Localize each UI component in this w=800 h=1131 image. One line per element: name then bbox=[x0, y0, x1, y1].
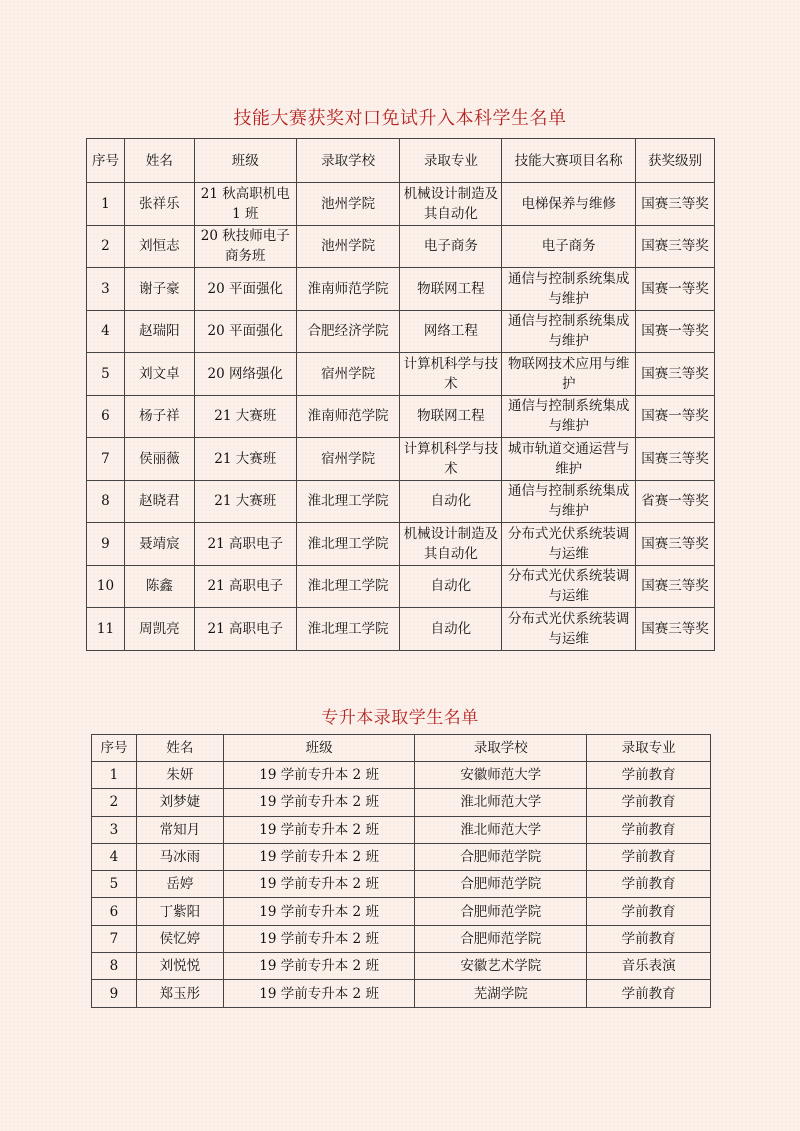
cell-school: 淮南师范学院 bbox=[296, 268, 400, 311]
cell-school: 宿州学院 bbox=[296, 353, 400, 396]
cell-name: 刘恒志 bbox=[124, 225, 194, 268]
table-header-row bbox=[87, 139, 715, 183]
cell-name: 侯丽薇 bbox=[124, 438, 194, 481]
table-row bbox=[87, 353, 715, 396]
cell-school: 淮北理工学院 bbox=[296, 523, 400, 566]
header-no: 序号 bbox=[87, 139, 125, 183]
cell-school: 合肥师范学院 bbox=[415, 843, 587, 870]
cell-school: 淮北理工学院 bbox=[296, 608, 400, 651]
cell-project: 物联网技术应用与维护 bbox=[502, 353, 636, 396]
cell-school: 合肥师范学院 bbox=[415, 871, 587, 898]
table-row bbox=[87, 225, 715, 268]
cell-school: 合肥师范学院 bbox=[415, 898, 587, 925]
cell-award: 国赛一等奖 bbox=[636, 395, 715, 438]
cell-major: 计算机科学与技术 bbox=[400, 438, 502, 481]
cell-no: 5 bbox=[92, 871, 137, 898]
cell-project: 分布式光伏系统装调与运维 bbox=[502, 608, 636, 651]
cell-project: 通信与控制系统集成与维护 bbox=[502, 268, 636, 311]
header-class: 班级 bbox=[223, 735, 415, 762]
cell-award: 国赛三等奖 bbox=[636, 523, 715, 566]
table-row bbox=[87, 565, 715, 608]
cell-major: 自动化 bbox=[400, 608, 502, 651]
cell-school: 淮北师范大学 bbox=[415, 816, 587, 843]
cell-major: 自动化 bbox=[400, 565, 502, 608]
cell-school: 宿州学院 bbox=[296, 438, 400, 481]
cell-no: 1 bbox=[87, 183, 125, 226]
cell-major: 电子商务 bbox=[400, 225, 502, 268]
table-row bbox=[87, 608, 715, 651]
cell-class: 19 学前专升本 2 班 bbox=[223, 789, 415, 816]
upgrade-list-title: 专升本录取学生名单 bbox=[321, 708, 479, 728]
cell-major: 自动化 bbox=[400, 480, 502, 523]
cell-no: 6 bbox=[87, 395, 125, 438]
header-major: 录取专业 bbox=[587, 735, 711, 762]
cell-award: 国赛三等奖 bbox=[636, 183, 715, 226]
cell-award: 国赛三等奖 bbox=[636, 438, 715, 481]
cell-no: 3 bbox=[92, 816, 137, 843]
cell-class: 19 学前专升本 2 班 bbox=[223, 816, 415, 843]
table-row bbox=[87, 480, 715, 523]
cell-award: 省赛一等奖 bbox=[636, 480, 715, 523]
cell-name: 周凯亮 bbox=[124, 608, 194, 651]
cell-award: 国赛三等奖 bbox=[636, 353, 715, 396]
cell-class: 19 学前专升本 2 班 bbox=[223, 843, 415, 870]
cell-school: 安徽师范大学 bbox=[415, 762, 587, 789]
header-major: 录取专业 bbox=[400, 139, 502, 183]
cell-school: 池州学院 bbox=[296, 225, 400, 268]
cell-name: 郑玉彤 bbox=[136, 980, 223, 1007]
cell-no: 11 bbox=[87, 608, 125, 651]
cell-no: 4 bbox=[87, 310, 125, 353]
cell-name: 陈鑫 bbox=[124, 565, 194, 608]
cell-name: 聂靖宸 bbox=[124, 523, 194, 566]
header-class: 班级 bbox=[194, 139, 296, 183]
table-row bbox=[92, 762, 711, 789]
table-row bbox=[87, 310, 715, 353]
cell-no: 2 bbox=[87, 225, 125, 268]
table-row bbox=[92, 953, 711, 980]
cell-no: 7 bbox=[87, 438, 125, 481]
cell-class: 19 学前专升本 2 班 bbox=[223, 762, 415, 789]
cell-major: 学前教育 bbox=[587, 925, 711, 952]
cell-no: 5 bbox=[87, 353, 125, 396]
cell-award: 国赛一等奖 bbox=[636, 268, 715, 311]
cell-major: 物联网工程 bbox=[400, 395, 502, 438]
cell-project: 电梯保养与维修 bbox=[502, 183, 636, 226]
cell-major: 机械设计制造及其自动化 bbox=[400, 183, 502, 226]
cell-name: 岳婷 bbox=[136, 871, 223, 898]
cell-no: 9 bbox=[92, 980, 137, 1007]
cell-no: 8 bbox=[92, 953, 137, 980]
cell-project: 电子商务 bbox=[502, 225, 636, 268]
cell-name: 朱妍 bbox=[136, 762, 223, 789]
header-name: 姓名 bbox=[136, 735, 223, 762]
cell-school: 淮北师范大学 bbox=[415, 789, 587, 816]
cell-no: 3 bbox=[87, 268, 125, 311]
cell-name: 赵晓君 bbox=[124, 480, 194, 523]
cell-project: 分布式光伏系统装调与运维 bbox=[502, 523, 636, 566]
cell-award: 国赛三等奖 bbox=[636, 608, 715, 651]
cell-class: 19 学前专升本 2 班 bbox=[223, 953, 415, 980]
cell-project: 通信与控制系统集成与维护 bbox=[502, 395, 636, 438]
table-row bbox=[92, 871, 711, 898]
cell-major: 学前教育 bbox=[587, 898, 711, 925]
cell-class: 19 学前专升本 2 班 bbox=[223, 925, 415, 952]
cell-no: 7 bbox=[92, 925, 137, 952]
cell-name: 刘文卓 bbox=[124, 353, 194, 396]
cell-no: 9 bbox=[87, 523, 125, 566]
cell-major: 网络工程 bbox=[400, 310, 502, 353]
cell-project: 通信与控制系统集成与维护 bbox=[502, 480, 636, 523]
header-no: 序号 bbox=[92, 735, 137, 762]
cell-school: 淮北理工学院 bbox=[296, 480, 400, 523]
header-project: 技能大赛项目名称 bbox=[502, 139, 636, 183]
cell-award: 国赛一等奖 bbox=[636, 310, 715, 353]
table-row bbox=[92, 843, 711, 870]
cell-major: 音乐表演 bbox=[587, 953, 711, 980]
competition-admission-table bbox=[86, 138, 715, 651]
cell-class: 21 秋高职机电 1 班 bbox=[194, 183, 296, 226]
table-row bbox=[87, 183, 715, 226]
cell-no: 6 bbox=[92, 898, 137, 925]
cell-school: 淮南师范学院 bbox=[296, 395, 400, 438]
cell-major: 机械设计制造及其自动化 bbox=[400, 523, 502, 566]
table-row bbox=[87, 395, 715, 438]
cell-name: 侯忆婷 bbox=[136, 925, 223, 952]
cell-project: 通信与控制系统集成与维护 bbox=[502, 310, 636, 353]
cell-name: 张祥乐 bbox=[124, 183, 194, 226]
cell-major: 学前教育 bbox=[587, 843, 711, 870]
cell-name: 常知月 bbox=[136, 816, 223, 843]
cell-class: 21 大赛班 bbox=[194, 438, 296, 481]
cell-class: 21 高职电子 bbox=[194, 523, 296, 566]
cell-class: 19 学前专升本 2 班 bbox=[223, 980, 415, 1007]
cell-school: 合肥师范学院 bbox=[415, 925, 587, 952]
cell-no: 10 bbox=[87, 565, 125, 608]
cell-major: 计算机科学与技术 bbox=[400, 353, 502, 396]
cell-school: 合肥经济学院 bbox=[296, 310, 400, 353]
table-row bbox=[87, 523, 715, 566]
table-row bbox=[87, 268, 715, 311]
cell-project: 分布式光伏系统装调与运维 bbox=[502, 565, 636, 608]
table-row bbox=[87, 438, 715, 481]
cell-major: 学前教育 bbox=[587, 980, 711, 1007]
table-row bbox=[92, 925, 711, 952]
cell-name: 丁紫阳 bbox=[136, 898, 223, 925]
cell-class: 19 学前专升本 2 班 bbox=[223, 871, 415, 898]
cell-name: 谢子豪 bbox=[124, 268, 194, 311]
table-row bbox=[92, 816, 711, 843]
cell-major: 学前教育 bbox=[587, 816, 711, 843]
header-school: 录取学校 bbox=[296, 139, 400, 183]
header-name: 姓名 bbox=[124, 139, 194, 183]
cell-class: 20 网络强化 bbox=[194, 353, 296, 396]
cell-name: 刘悦悦 bbox=[136, 953, 223, 980]
cell-class: 20 平面强化 bbox=[194, 310, 296, 353]
cell-name: 杨子祥 bbox=[124, 395, 194, 438]
cell-no: 8 bbox=[87, 480, 125, 523]
table-row bbox=[92, 898, 711, 925]
cell-school: 安徽艺术学院 bbox=[415, 953, 587, 980]
cell-major: 学前教育 bbox=[587, 871, 711, 898]
cell-class: 20 秋技师电子商务班 bbox=[194, 225, 296, 268]
cell-class: 19 学前专升本 2 班 bbox=[223, 898, 415, 925]
cell-class: 21 高职电子 bbox=[194, 608, 296, 651]
cell-major: 学前教育 bbox=[587, 762, 711, 789]
cell-school: 池州学院 bbox=[296, 183, 400, 226]
competition-list-title: 技能大赛获奖对口免试升入本科学生名单 bbox=[233, 108, 567, 129]
cell-name: 刘梦婕 bbox=[136, 789, 223, 816]
cell-no: 4 bbox=[92, 843, 137, 870]
header-award: 获奖级别 bbox=[636, 139, 715, 183]
cell-project: 城市轨道交通运营与维护 bbox=[502, 438, 636, 481]
cell-no: 2 bbox=[92, 789, 137, 816]
cell-class: 21 大赛班 bbox=[194, 395, 296, 438]
cell-class: 21 大赛班 bbox=[194, 480, 296, 523]
cell-class: 20 平面强化 bbox=[194, 268, 296, 311]
table-row bbox=[92, 789, 711, 816]
cell-school: 淮北理工学院 bbox=[296, 565, 400, 608]
cell-no: 1 bbox=[92, 762, 137, 789]
table-header-row bbox=[92, 735, 711, 762]
table-row bbox=[92, 980, 711, 1007]
cell-name: 赵瑞阳 bbox=[124, 310, 194, 353]
cell-class: 21 高职电子 bbox=[194, 565, 296, 608]
cell-award: 国赛三等奖 bbox=[636, 565, 715, 608]
header-school: 录取学校 bbox=[415, 735, 587, 762]
cell-major: 学前教育 bbox=[587, 789, 711, 816]
cell-name: 马冰雨 bbox=[136, 843, 223, 870]
upgrade-admission-table bbox=[91, 734, 711, 1008]
cell-major: 物联网工程 bbox=[400, 268, 502, 311]
cell-school: 芜湖学院 bbox=[415, 980, 587, 1007]
cell-award: 国赛三等奖 bbox=[636, 225, 715, 268]
